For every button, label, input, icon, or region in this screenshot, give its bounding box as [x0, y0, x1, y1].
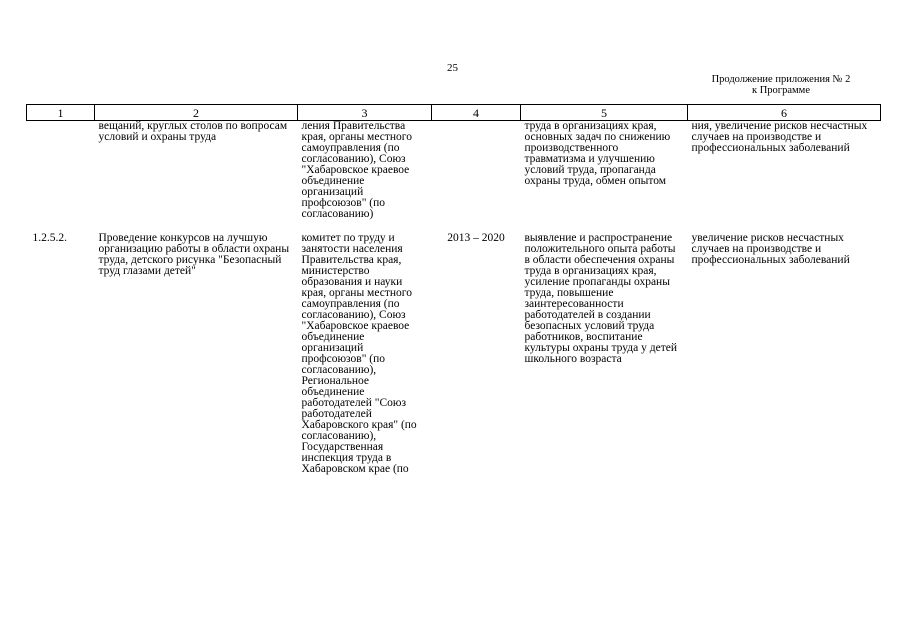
appendix-continuation-note [686, 74, 876, 96]
risk-cell: ния, увеличение рисков несчастных случаев на производстве и профессиональных заболеваний [691, 120, 868, 154]
risk-cell: увеличение рисков несчастных случаев на производстве и профессиональных заболеваний [691, 232, 850, 266]
executor-cell: ления Правительства края, органы местного самоуправления (по согласованию), Союз "Хабаровское краевое объединение организаций профсоюзов" (по согласованию) [301, 120, 412, 220]
executor-cell: комитет по труду и занятости населения Правительства края, министерство образования и науки края, органы местного самоуправления (по согласованию), Союз "Хабаровское краевое объединение организаций профсоюзов" (по согласованию), Региональное объединение работодателей "Союз работодателей Хабаровского края" (по согласованию), Государственная инспекция труда в Хабаровском крае (по [301, 232, 417, 475]
column-header: 6 [688, 105, 881, 121]
table-header-row [27, 105, 881, 121]
measure-cell: Проведение конкурсов на лучшую организацию работы в области охраны труда, детского рисунка "Безопасный труд глазами детей" [98, 232, 290, 277]
period-cell [432, 121, 521, 231]
column-header: 5 [521, 105, 688, 121]
continuation-line-2: к Программе [752, 85, 810, 96]
item-number-cell: 1.2.5.2. [32, 232, 67, 244]
column-header: 1 [27, 105, 95, 121]
column-header: 3 [298, 105, 432, 121]
item-number-cell [27, 121, 95, 231]
page-number: 25 [447, 62, 458, 74]
column-header: 4 [432, 105, 521, 121]
table-row [27, 230, 881, 475]
result-cell: выявление и распространение положительного опыта работы в области обеспечения охраны труда в организациях края, усиление пропаганды охраны труда, повышение заинтересованности работодателей в создании безопасных условий труда работников, воспитание культуры охраны труда у детей школьного возраста [524, 232, 677, 365]
program-measures-table [26, 104, 881, 475]
continuation-line-1: Продолжение приложения № 2 [711, 74, 851, 85]
table-row [27, 121, 881, 231]
period-cell: 2013 – 2020 [447, 232, 505, 244]
column-header: 2 [95, 105, 298, 121]
result-cell: труда в организациях края, основных задач по снижению производственного травматизма и улучшению условий труда, пропаганда охраны труда, обмен опытом [524, 120, 671, 187]
measure-cell: вещаний, круглых столов по вопросам условий и охраны труда [98, 120, 288, 143]
